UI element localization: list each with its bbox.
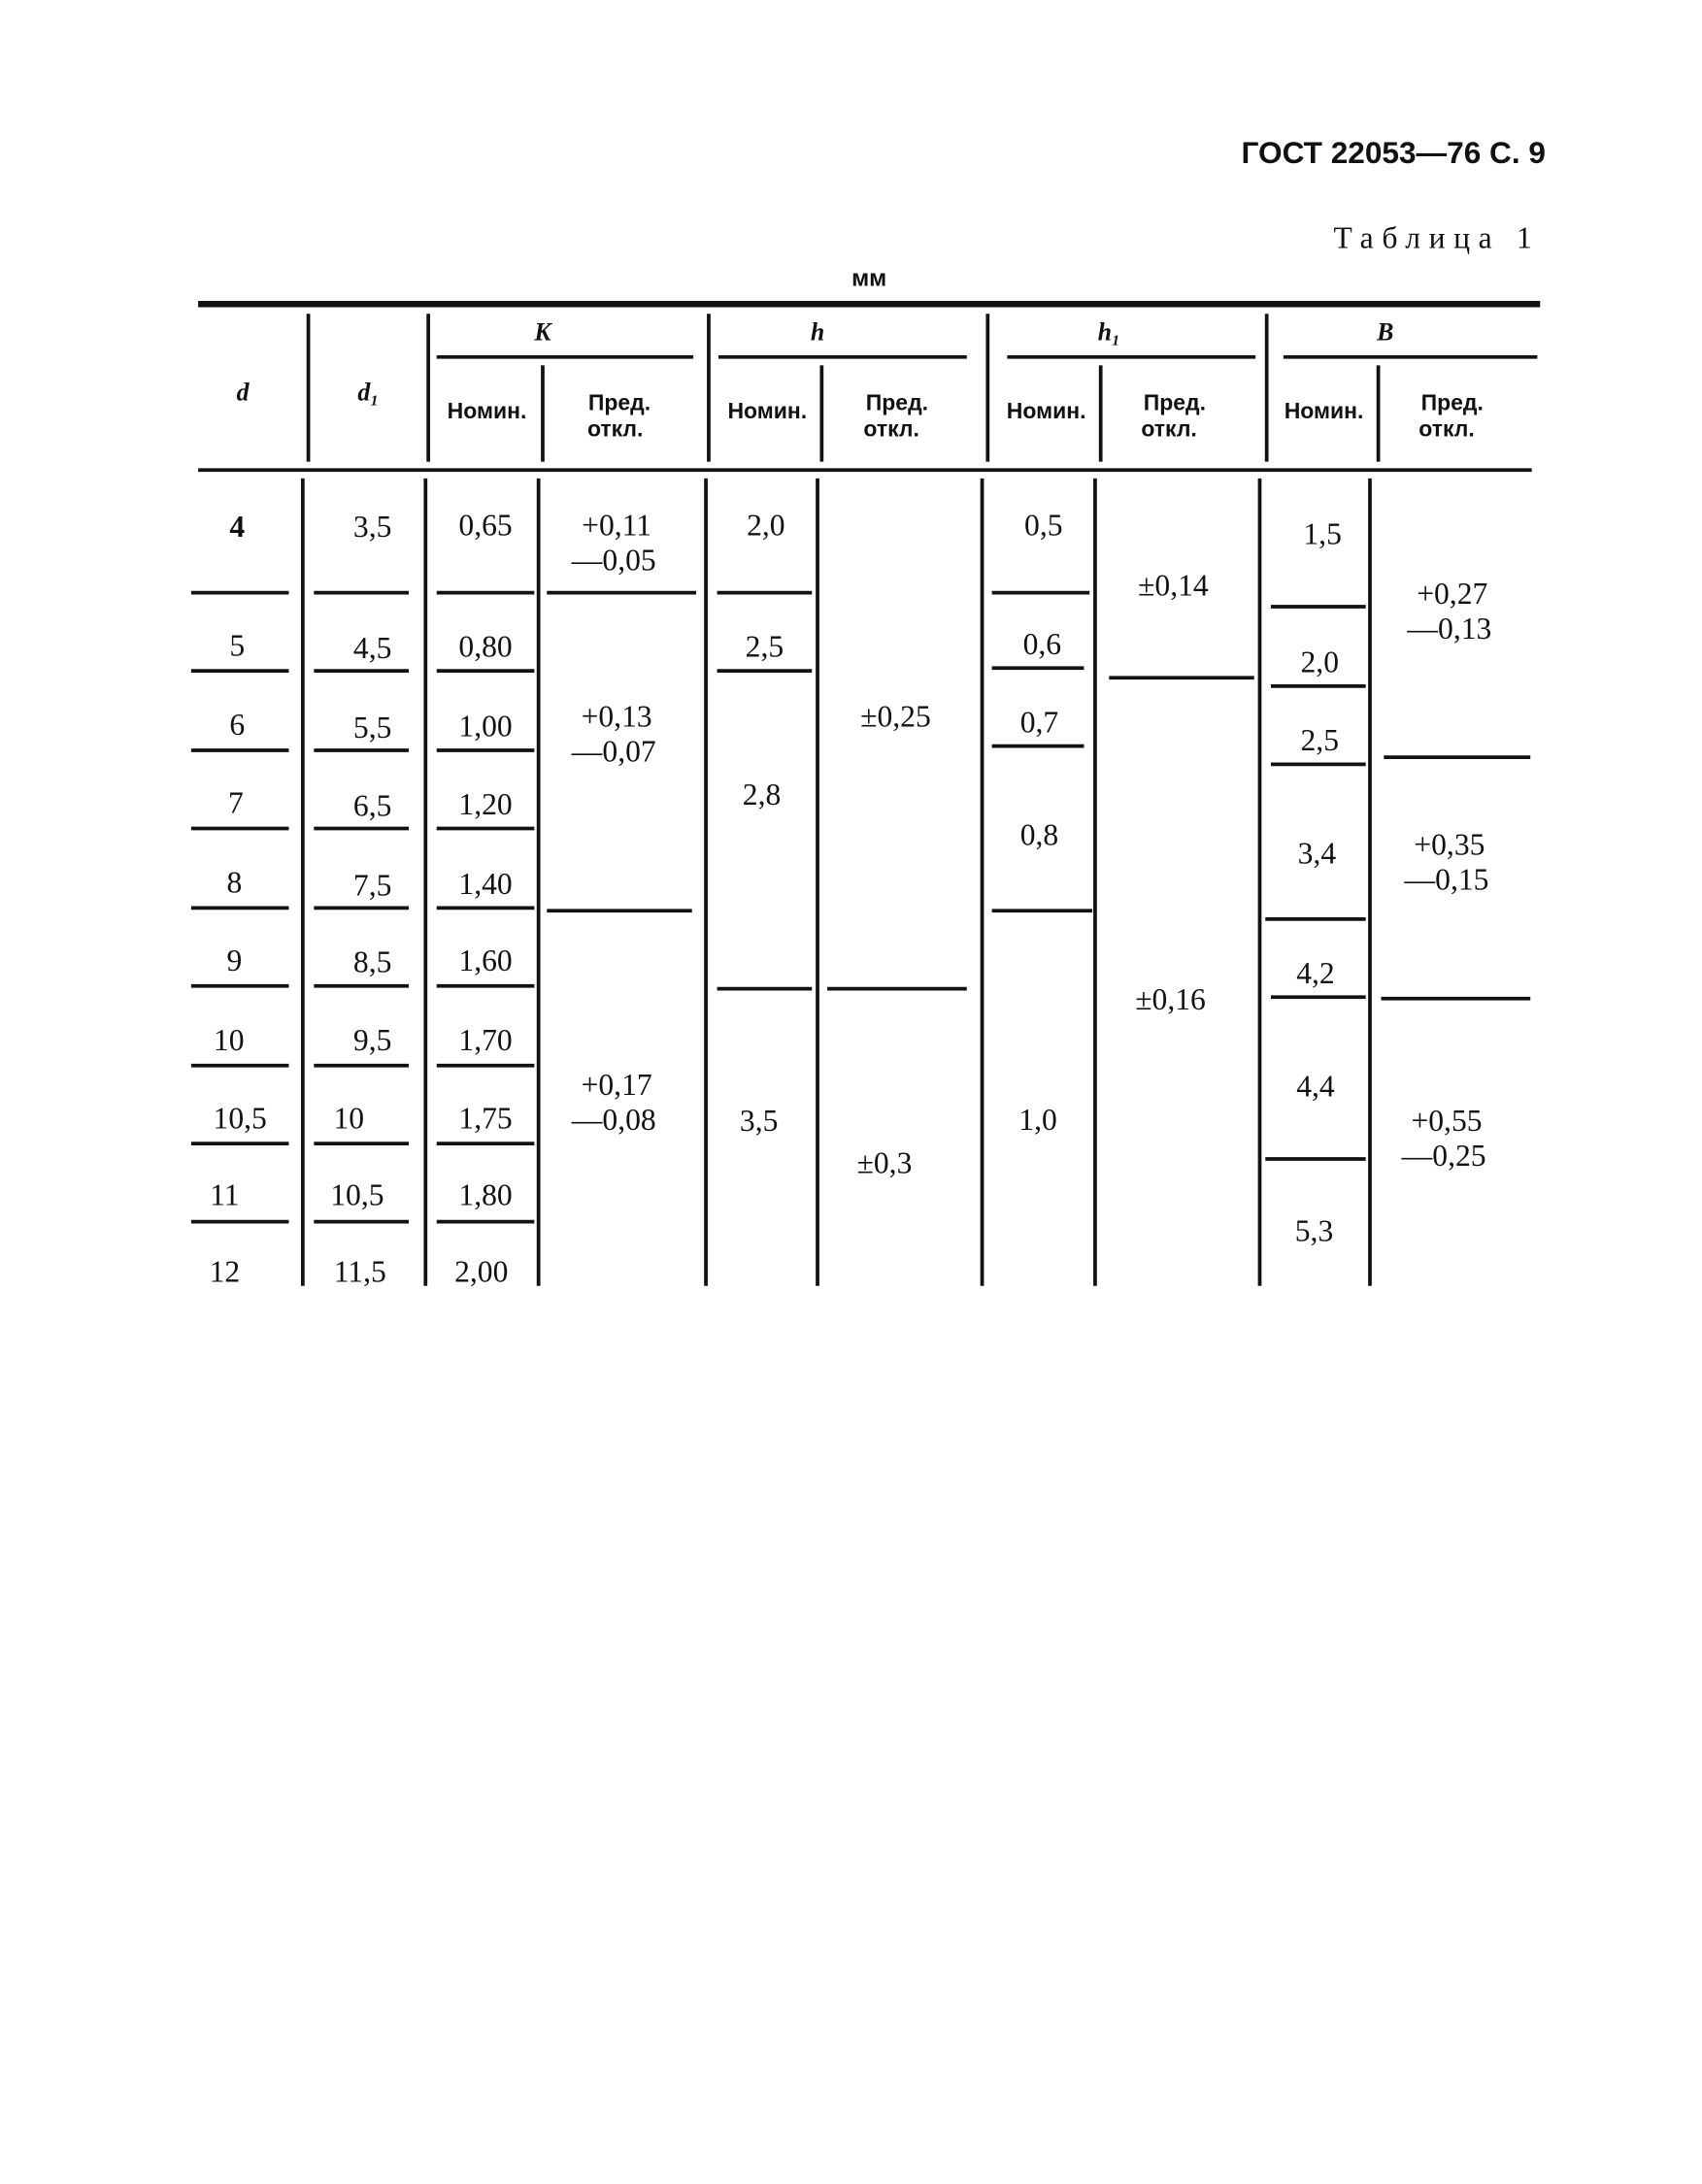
cell-d1: 8,5 bbox=[352, 944, 392, 979]
cell-K: 1,00 bbox=[458, 709, 513, 744]
col-K-tol-1: Пред. bbox=[587, 389, 651, 415]
b-values bbox=[1295, 516, 1492, 1247]
h1-nominal: 0,8 bbox=[1019, 817, 1059, 852]
h1-nominal: 0,6 bbox=[1022, 626, 1062, 661]
col-h-tol-2: откл. bbox=[863, 415, 919, 442]
b-tol-minus: —0,13 bbox=[1407, 612, 1492, 646]
h1-nominal: 0,5 bbox=[1024, 508, 1063, 543]
cell-d1: 3,5 bbox=[352, 510, 392, 545]
cell-d: 6 bbox=[229, 708, 246, 743]
col-B-tol-1: Пред. bbox=[1420, 389, 1484, 415]
col-h-tol-1: Пред. bbox=[865, 389, 929, 415]
cell-K: 0,65 bbox=[458, 508, 513, 543]
col-h-nominal: Номин. bbox=[727, 398, 808, 424]
k-tolerances bbox=[571, 509, 656, 1137]
b-tol-plus: +0,27 bbox=[1417, 577, 1488, 612]
units-label: мм bbox=[851, 265, 887, 292]
col-B: B bbox=[1377, 317, 1394, 347]
b-nominal: 5,3 bbox=[1294, 1213, 1334, 1248]
col-K-tol-2: откл. bbox=[586, 415, 644, 442]
cell-K: 1,70 bbox=[458, 1022, 513, 1057]
h-nominal: 2,8 bbox=[742, 778, 782, 812]
h1-tolerance: ±0,16 bbox=[1135, 982, 1206, 1017]
cell-K: 0,80 bbox=[458, 629, 513, 664]
cell-K: 1,80 bbox=[458, 1177, 513, 1212]
cell-d1: 7,5 bbox=[352, 868, 392, 903]
k-tol-minus: —0,05 bbox=[571, 543, 656, 578]
cell-d1: 6,5 bbox=[352, 788, 392, 823]
col-d: d bbox=[236, 378, 250, 407]
b-nominal: 2,0 bbox=[1300, 645, 1340, 679]
cell-d: 7 bbox=[227, 785, 244, 820]
h1-nominal: 1,0 bbox=[1018, 1102, 1057, 1137]
cell-d1: 9,5 bbox=[352, 1022, 392, 1057]
cell-d1: 5,5 bbox=[352, 711, 392, 745]
h-tolerance: ±0,25 bbox=[860, 699, 931, 734]
col-h1-nominal: Номин. bbox=[1006, 398, 1086, 424]
col-K-nominal: Номин. bbox=[447, 398, 527, 424]
cell-K: 1,20 bbox=[458, 787, 513, 822]
h-nominal: 2,0 bbox=[747, 508, 785, 543]
col-h1: h₁ bbox=[1097, 317, 1121, 347]
k-tol-plus: +0,13 bbox=[581, 699, 652, 734]
b-nominal: 1,5 bbox=[1303, 516, 1342, 551]
h1-nominal: 0,7 bbox=[1019, 705, 1059, 740]
cell-d: 11 bbox=[210, 1177, 240, 1212]
b-nominal: 4,4 bbox=[1296, 1069, 1335, 1104]
table-body-dims bbox=[210, 509, 513, 1289]
table-frame bbox=[191, 304, 1540, 1285]
col-d1: d₁ bbox=[357, 378, 380, 407]
cell-d1: 4,5 bbox=[352, 631, 392, 666]
h-nominal: 3,5 bbox=[739, 1104, 779, 1139]
col-B-tol-2: откл. bbox=[1418, 415, 1475, 442]
col-B-nominal: Номин. bbox=[1284, 398, 1364, 424]
h-tolerance: ±0,3 bbox=[856, 1145, 913, 1180]
cell-d: 5 bbox=[229, 628, 246, 663]
cell-d: 4 bbox=[229, 510, 246, 545]
h1-tolerance: ±0,14 bbox=[1138, 568, 1209, 603]
h-nominal: 2,5 bbox=[745, 629, 784, 664]
b-tol-minus: —0,15 bbox=[1404, 862, 1489, 897]
cell-d: 8 bbox=[226, 865, 243, 900]
cell-d: 9 bbox=[226, 943, 243, 977]
cell-K: 1,40 bbox=[458, 866, 513, 901]
col-h1-tol-1: Пред. bbox=[1143, 389, 1206, 415]
table-header bbox=[237, 318, 1484, 442]
b-nominal: 3,4 bbox=[1297, 836, 1337, 871]
cell-d1: 10 bbox=[333, 1101, 365, 1136]
k-tol-minus: —0,08 bbox=[571, 1102, 656, 1137]
b-nominal: 2,5 bbox=[1300, 722, 1340, 757]
b-tol-plus: +0,55 bbox=[1411, 1104, 1483, 1139]
b-tol-minus: —0,25 bbox=[1401, 1139, 1486, 1174]
k-tol-minus: —0,07 bbox=[571, 734, 656, 769]
doc-reference: ГОСТ 22053—76 С. 9 bbox=[1241, 135, 1547, 171]
cell-d: 10,5 bbox=[213, 1101, 267, 1136]
h1-values bbox=[1018, 509, 1209, 1137]
k-tol-plus: +0,17 bbox=[581, 1067, 652, 1102]
cell-d1: 11,5 bbox=[333, 1254, 386, 1289]
cell-K: 1,75 bbox=[458, 1101, 513, 1136]
cell-K: 1,60 bbox=[458, 943, 513, 977]
b-nominal: 4,2 bbox=[1296, 955, 1335, 990]
col-K: K bbox=[534, 317, 551, 347]
cell-d1: 10,5 bbox=[330, 1177, 384, 1212]
h-values bbox=[740, 509, 931, 1180]
col-h: h bbox=[810, 317, 825, 347]
col-h1-tol-2: откл. bbox=[1141, 415, 1197, 442]
table-title: Таблица 1 bbox=[1333, 220, 1541, 255]
cell-d: 12 bbox=[209, 1254, 241, 1289]
k-tol-plus: +0,11 bbox=[582, 508, 652, 543]
cell-K: 2,00 bbox=[454, 1254, 509, 1289]
b-tol-plus: +0,35 bbox=[1414, 827, 1485, 862]
cell-d: 10 bbox=[213, 1022, 245, 1057]
